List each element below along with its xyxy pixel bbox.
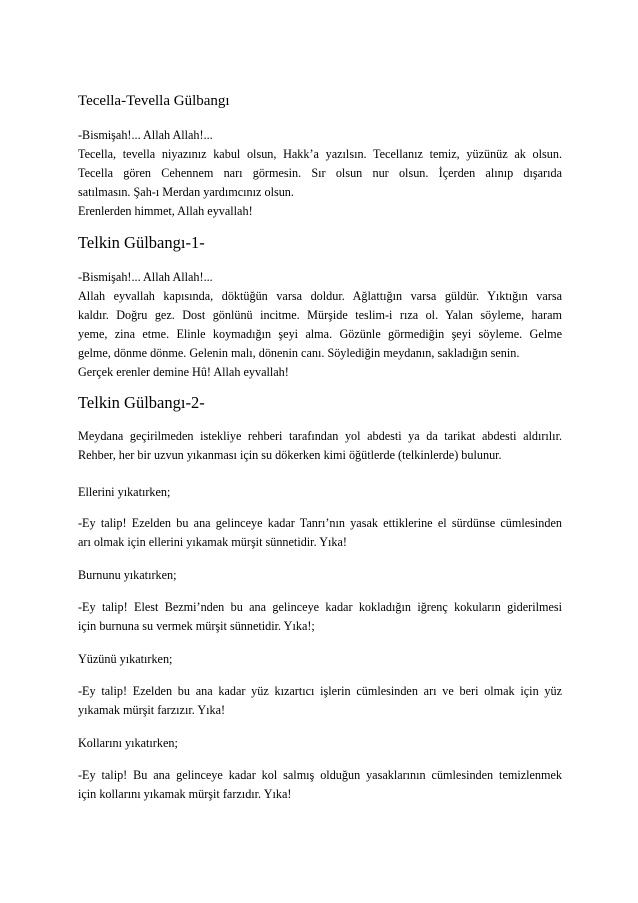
text-line: Meydana geçirilmeden istekliye rehberi tarafından yol abdesti ya da tarikat abdesti aldırılır. [78,429,562,443]
label-nose [78,566,562,585]
text-line: yıkamak mürşit farzızır. Yıka! [78,703,226,717]
section-title-tecella-tevella: Tecella-Tevella Gülbangı [78,93,230,109]
text-line: Burnunu yıkatırken; [78,568,177,582]
text-line: gelme, dönme dönme. Gelenin malı, dönenin canı. Söylediğin meydanın, sakladığın senin. [78,346,520,360]
text-line: Rehber, her bir uzvun yıkanması için su dökerken kimi öğütlerde (telkinlerde) bulunur. [78,448,502,462]
label-arms [78,734,562,753]
text-line: yeme, zina etme. Elinle koymadığın şeyi alma. Gözünle görmediğin şeyi söyleme. Gelme [78,327,562,341]
text-line: -Ey talip! Ezelden bu ana kadar yüz kızartıcı işlerin cümlesinden arı ve beri olmak için yüz [78,684,562,698]
text-line: Ellerini yıkatırken; [78,485,171,499]
paragraph-hands [78,514,562,552]
text-line: -Bismişah!... Allah Allah!... [78,128,213,142]
text-line: Erenlerden himmet, Allah eyvallah! [78,204,253,218]
paragraph-face [78,682,562,720]
paragraph-tecella [78,126,562,221]
text-line: Tecella gören Cehennem narı görmesin. Sır olsun nur olsun. İçerden alınıp dışarıda [78,166,562,180]
text-line: -Ey talip! Bu ana gelinceye kadar kol salmış olduğun yasaklarının cümlesinden temizlenmek [78,768,562,782]
text-line: Allah eyvallah kapısında, döktüğün varsa doldur. Ağlattığın varsa güldür. Yıktığın varsa [78,289,562,303]
text-line: Yüzünü yıkatırken; [78,652,173,666]
paragraph-nose [78,598,562,636]
text-line: satılmasın. Şah-ı Merdan yardımcınız olsun. [78,185,294,199]
text-line: için kollarını yıkamak mürşit farzıdır. Yıka! [78,787,292,801]
text-line: -Ey talip! Elest Bezmi’nden bu ana gelinceye kadar kokladığın iğrenç kokuların giderilmesi [78,600,562,614]
text-line: kaldır. Doğru gez. Dost gönlünü incitme. Mürşide teslim-i rıza ol. Yalan söyleme, haram [78,308,562,322]
paragraph-telkin-1 [78,268,562,382]
text-line: arı olmak için ellerini yıkamak mürşit sünnetidir. Yıka! [78,535,347,549]
section-title-telkin-1: Telkin Gülbangı-1- [78,233,205,252]
paragraph-telkin-2-intro [78,427,562,465]
text-line: Kollarını yıkatırken; [78,736,178,750]
text-line: Tecella, tevella niyazınız kabul olsun, Hakk’a yazılsın. Tecellanız temiz, yüzünüz ak olsun. [78,147,562,161]
text-line: için burnuna su vermek mürşit sünnetidir. Yıka!; [78,619,315,633]
label-face [78,650,562,669]
text-line: Gerçek erenler demine Hû! Allah eyvallah! [78,365,289,379]
paragraph-arms [78,766,562,804]
text-line: -Bismişah!... Allah Allah!... [78,270,213,284]
label-hands [78,483,562,502]
text-line: -Ey talip! Ezelden bu ana gelinceye kadar Tanrı’nın yasak ettiklerine el sürdünse cümlesinden [78,516,562,530]
section-title-telkin-2: Telkin Gülbangı-2- [78,393,205,412]
